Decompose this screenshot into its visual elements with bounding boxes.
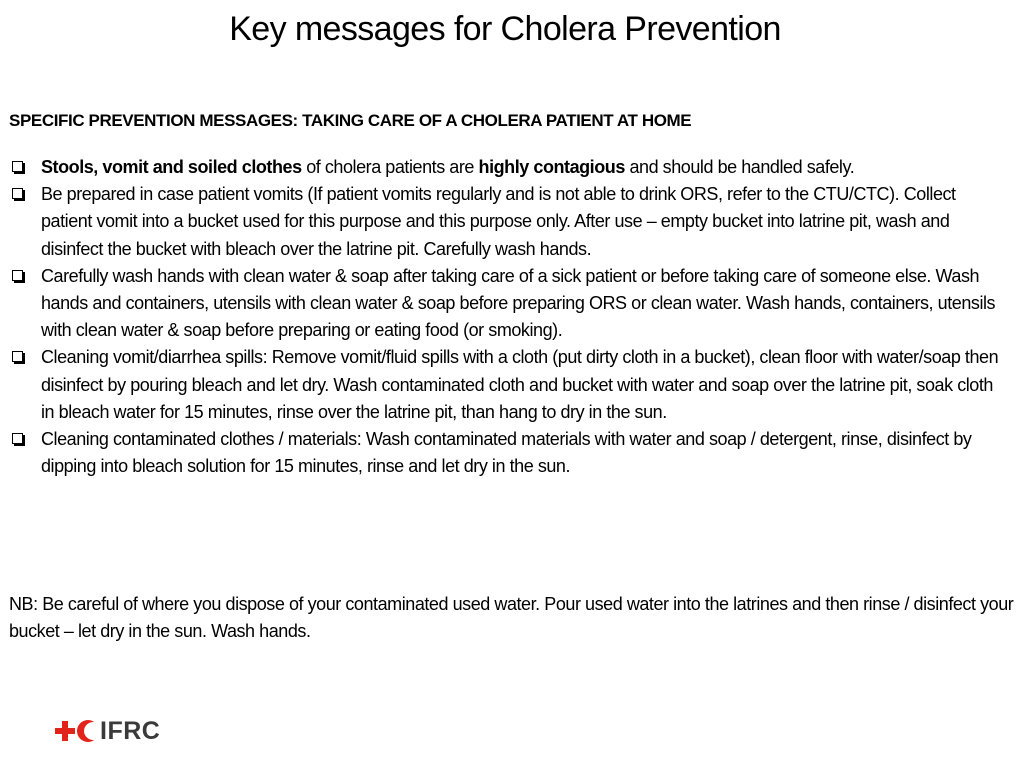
nb-note: NB: Be careful of where you dispose of your contaminated used water. Pour used water into the latrines and then rinse / disinfect your bucket – let dry in the sun. Wash hands.	[9, 594, 1014, 642]
list-item	[9, 344, 1009, 426]
checkbox-bullet-icon	[12, 188, 23, 199]
section-heading: SPECIFIC PREVENTION MESSAGES: TAKING CARE OF A CHOLERA PATIENT AT HOME	[9, 111, 692, 130]
logo-text: IFRC	[100, 716, 161, 745]
list-item-text: Cleaning vomit/diarrhea spills: Remove vomit/fluid spills with a cloth (put dirty cloth in a bucket), clean floor with water/soap then disinfect by pouring bleach and let dry. Wash contaminated cloth and bucket with water and soap over the latrine pit, soak cloth in bleach water for 15 minutes, rinse over the latrine pit, than hang to dry in the sun.	[41, 347, 999, 422]
list-item	[9, 154, 1009, 181]
checkbox-bullet-icon	[12, 433, 23, 444]
message-list	[9, 154, 1009, 480]
list-item-text: Be prepared in case patient vomits (If patient vomits regularly and is not able to drink ORS, refer to the CTU/CTC). Collect patient vomit into a bucket used for this purpose and this purpose only. After use – empty bucket into latrine pit, wash and disinfect the bucket with bleach over the latrine pit. Carefully wash hands.	[41, 184, 956, 259]
list-item	[9, 426, 1009, 480]
list-item-text: Carefully wash hands with clean water & soap after taking care of a sick patient or before taking care of someone else. Wash hands and containers, utensils with clean water & soap before preparing ORS or clean water. Wash hands, containers, utensils with clean water & soap before preparing or eating food (or smoking).	[41, 265, 996, 341]
list-item	[9, 181, 1009, 263]
ifrc-logo	[55, 716, 160, 746]
bold-phrase: highly contagious	[478, 157, 625, 177]
list-item-text: of cholera patients are	[301, 157, 479, 177]
list-item-text: Cleaning contaminated clothes / materials: Wash contaminated materials with water and soap / detergent, rinse, disinfect by dipping into bleach solution for 15 minutes, rinse and let dry in the sun.	[41, 429, 972, 477]
bold-phrase: Stools, vomit and soiled clothes	[41, 157, 302, 177]
checkbox-bullet-icon	[12, 270, 23, 281]
red-crescent-icon	[77, 720, 97, 742]
checkbox-bullet-icon	[12, 351, 23, 362]
red-cross-icon	[55, 721, 75, 741]
page-title: Key messages for Cholera Prevention	[229, 10, 781, 48]
list-item-text: and should be handled safely.	[624, 157, 855, 177]
list-item	[9, 263, 1009, 345]
checkbox-bullet-icon	[12, 161, 23, 172]
